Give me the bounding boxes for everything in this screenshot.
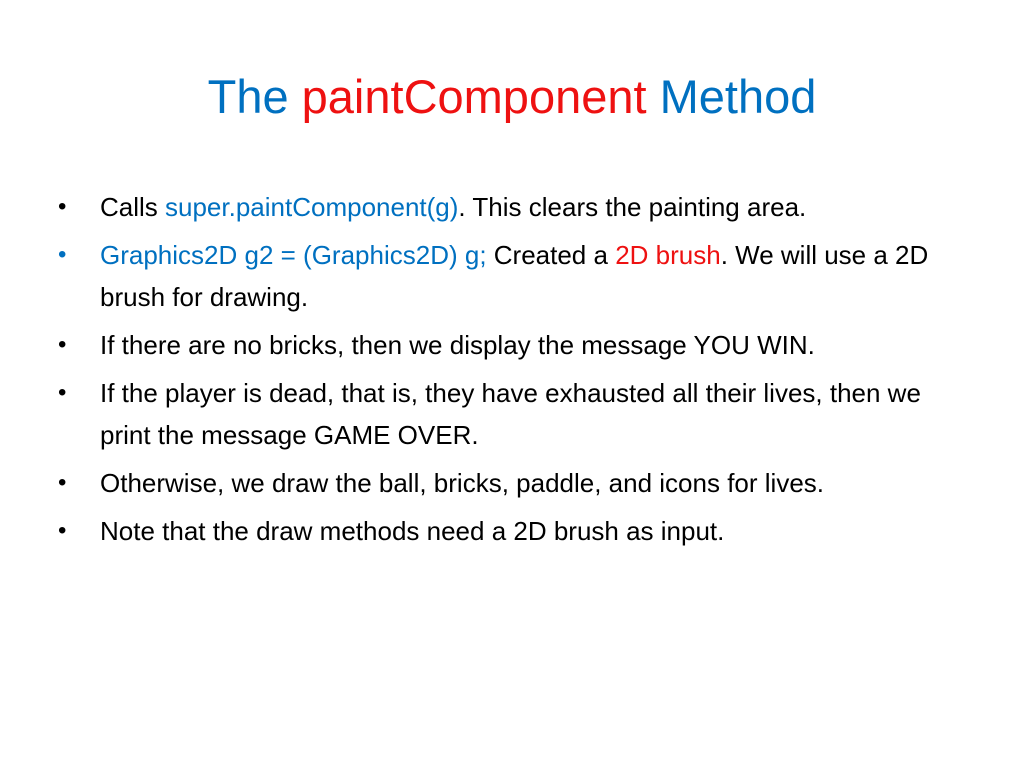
bullet-dot-icon: • xyxy=(58,469,67,496)
bullet-item xyxy=(56,234,976,318)
bullet-item xyxy=(56,462,976,504)
title-part-paintcomponent: paintComponent xyxy=(301,70,647,123)
bullet-dot-icon: • xyxy=(58,241,67,268)
slide-title xyxy=(0,62,1024,132)
bullet-item xyxy=(56,372,976,456)
bullet-code: Graphics2D g2 = (Graphics2D) g; xyxy=(100,240,487,270)
bullet-item xyxy=(56,324,976,366)
bullet-dot-icon: • xyxy=(58,331,67,358)
bullet-text: . This clears the painting area. xyxy=(458,192,807,222)
bullet-text: . We will use a 2D brush for drawing. xyxy=(100,240,929,312)
bullet-text: Created a xyxy=(486,240,616,270)
bullet-text: If the player is dead, that is, they have exhausted all their lives, then we print the message GAME OVER. xyxy=(100,378,921,450)
bullet-list xyxy=(56,186,976,558)
bullet-dot-icon: • xyxy=(58,517,67,544)
title-part-method: Method xyxy=(646,70,817,123)
bullet-dot-icon: • xyxy=(58,193,67,220)
bullet-text: Note that the draw methods need a 2D brush as input. xyxy=(100,516,725,546)
bullet-dot-icon: • xyxy=(58,379,67,406)
bullet-code: super.paintComponent(g) xyxy=(165,192,459,222)
bullet-text: If there are no bricks, then we display the message YOU WIN. xyxy=(100,330,815,360)
bullet-text: Otherwise, we draw the ball, bricks, paddle, and icons for lives. xyxy=(100,468,825,498)
title-part-the: The xyxy=(207,70,302,123)
bullet-item xyxy=(56,186,976,228)
bullet-text: Calls xyxy=(100,192,166,222)
bullet-item xyxy=(56,510,976,552)
bullet-highlight: 2D brush xyxy=(615,240,721,270)
